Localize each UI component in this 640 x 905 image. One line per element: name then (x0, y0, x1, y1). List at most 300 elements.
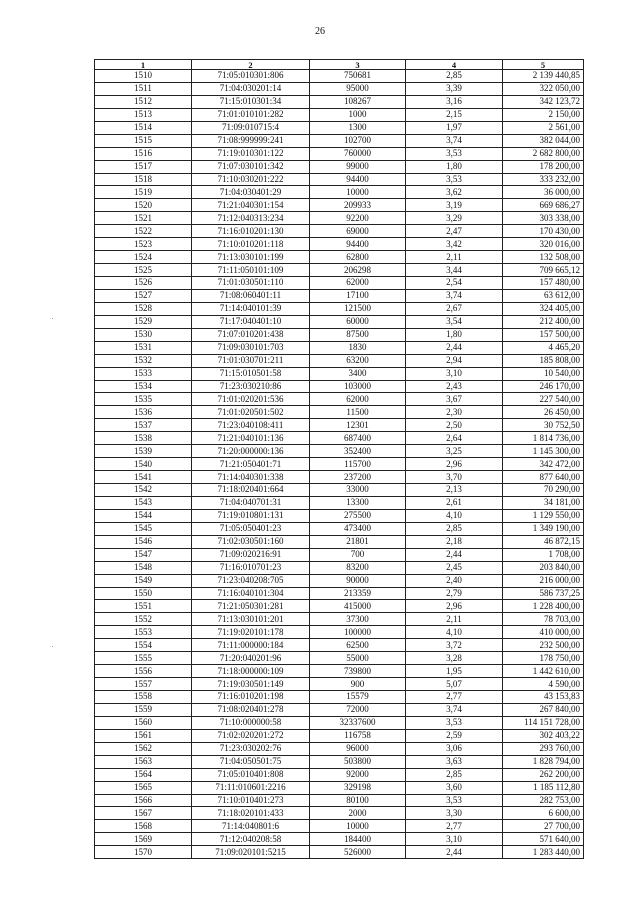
table-cell: 62000 (310, 277, 406, 290)
table-cell: 1531 (95, 341, 192, 354)
table-row (95, 341, 584, 354)
table-row (95, 328, 584, 341)
table-cell: 1562 (95, 742, 192, 755)
table-cell: 3,67 (406, 393, 503, 406)
table-cell: 71:14:040301:338 (192, 471, 310, 484)
table-cell: 71:19:020101:178 (192, 626, 310, 639)
table-row (95, 173, 584, 186)
table-cell: 1555 (95, 652, 192, 665)
table-row (95, 820, 584, 833)
table-cell: 2,96 (406, 458, 503, 471)
table-cell: 2,40 (406, 574, 503, 587)
table-cell: 71:11:000000:184 (192, 639, 310, 652)
table-cell: 2,47 (406, 225, 503, 238)
table-cell: 1300 (310, 121, 406, 134)
table-cell: 1554 (95, 639, 192, 652)
table-cell: 71:04:030401:29 (192, 186, 310, 199)
table-cell: 62800 (310, 251, 406, 264)
table-row (95, 315, 584, 328)
table-row (95, 794, 584, 807)
table-cell: 1538 (95, 432, 192, 445)
table-body (95, 70, 584, 859)
table-row (95, 561, 584, 574)
table-cell: 71:01:010101:282 (192, 108, 310, 121)
table-cell: 71:08:999999:241 (192, 134, 310, 147)
table-cell: 30 752,50 (503, 419, 584, 432)
table-row (95, 639, 584, 652)
table-cell: 1563 (95, 755, 192, 768)
table-cell: 3,74 (406, 703, 503, 716)
table-cell: 170 430,00 (503, 225, 584, 238)
table-cell: 78 703,00 (503, 613, 584, 626)
table-row (95, 703, 584, 716)
table-cell: 2,64 (406, 432, 503, 445)
table-cell: 71:13:030101:201 (192, 613, 310, 626)
table-cell: 71:09:020216:91 (192, 548, 310, 561)
table-cell: 4 465,20 (503, 341, 584, 354)
table-cell: 3,30 (406, 807, 503, 820)
table-cell: 2,59 (406, 729, 503, 742)
table-cell: 1529 (95, 315, 192, 328)
table-cell: 71:01:020501:502 (192, 406, 310, 419)
table-cell: 43 153,83 (503, 691, 584, 704)
scan-speck (52, 646, 53, 647)
table-cell: 410 000,00 (503, 626, 584, 639)
table-cell: 3,39 (406, 82, 503, 95)
table-cell: 760000 (310, 147, 406, 160)
table-row (95, 587, 584, 600)
table-cell: 262 200,00 (503, 768, 584, 781)
table-cell: 71:08:060401:11 (192, 289, 310, 302)
table-cell: 99000 (310, 160, 406, 173)
table-cell: 3,10 (406, 833, 503, 846)
table-cell: 1520 (95, 199, 192, 212)
table-cell: 3,54 (406, 315, 503, 328)
table-cell: 1528 (95, 302, 192, 315)
table-cell: 1 145 300,00 (503, 445, 584, 458)
table-cell: 116758 (310, 729, 406, 742)
table-cell: 71:23:040108:411 (192, 419, 310, 432)
table-cell: 3,70 (406, 471, 503, 484)
table-cell: 2,11 (406, 251, 503, 264)
table-cell: 526000 (310, 846, 406, 859)
column-header: 2 (192, 60, 310, 70)
table-row (95, 484, 584, 497)
table-cell: 1 228 400,00 (503, 600, 584, 613)
table-row (95, 419, 584, 432)
table-cell: 1565 (95, 781, 192, 794)
table-cell: 92200 (310, 212, 406, 225)
table-cell: 2 139 440,85 (503, 70, 584, 83)
table-row (95, 186, 584, 199)
table-cell: 216 000,00 (503, 574, 584, 587)
table-cell: 33000 (310, 484, 406, 497)
table-cell: 1 349 190,00 (503, 522, 584, 535)
table-row (95, 535, 584, 548)
table-cell: 415000 (310, 600, 406, 613)
table-cell: 1559 (95, 703, 192, 716)
table-row (95, 574, 584, 587)
table-row (95, 471, 584, 484)
table-cell: 1532 (95, 354, 192, 367)
table-cell: 1570 (95, 846, 192, 859)
table-cell: 3,19 (406, 199, 503, 212)
table-cell: 669 686,27 (503, 199, 584, 212)
table-cell: 1519 (95, 186, 192, 199)
table-row (95, 496, 584, 509)
table-cell: 71:10:030201:222 (192, 173, 310, 186)
table-cell: 267 840,00 (503, 703, 584, 716)
table-cell: 1564 (95, 768, 192, 781)
table-cell: 103000 (310, 380, 406, 393)
table-cell: 1553 (95, 626, 192, 639)
table-cell: 46 872,15 (503, 535, 584, 548)
table-cell: 94400 (310, 173, 406, 186)
table-cell: 2,13 (406, 484, 503, 497)
table-cell: 71:19:010301:122 (192, 147, 310, 160)
table-cell: 71:11:010601:2216 (192, 781, 310, 794)
column-header: 4 (406, 60, 503, 70)
table-row (95, 807, 584, 820)
table-cell: 3,74 (406, 289, 503, 302)
table-row (95, 665, 584, 678)
table-row (95, 729, 584, 742)
table-cell: 1,80 (406, 160, 503, 173)
table-cell: 71:12:040208:58 (192, 833, 310, 846)
table-cell: 87500 (310, 328, 406, 341)
table-row (95, 121, 584, 134)
table-cell: 71:16:010201:130 (192, 225, 310, 238)
table-cell: 739800 (310, 665, 406, 678)
table-cell: 2,11 (406, 613, 503, 626)
table-cell: 1000 (310, 108, 406, 121)
table-row (95, 678, 584, 691)
table-cell: 115700 (310, 458, 406, 471)
table-row (95, 238, 584, 251)
table-cell: 13300 (310, 496, 406, 509)
table-cell: 72000 (310, 703, 406, 716)
table-cell: 71:04:040701:31 (192, 496, 310, 509)
table-cell: 3,42 (406, 238, 503, 251)
table-cell: 2,67 (406, 302, 503, 315)
table-cell: 100000 (310, 626, 406, 639)
table-cell: 227 540,00 (503, 393, 584, 406)
table-cell: 10 540,00 (503, 367, 584, 380)
table-cell: 71:07:010201:438 (192, 328, 310, 341)
table-cell: 83200 (310, 561, 406, 574)
table-cell: 232 500,00 (503, 639, 584, 652)
table-cell: 209933 (310, 199, 406, 212)
table-cell: 69000 (310, 225, 406, 238)
table-row (95, 70, 584, 83)
table-cell: 2,96 (406, 600, 503, 613)
table-cell: 71:02:020201:272 (192, 729, 310, 742)
table-cell: 55000 (310, 652, 406, 665)
table-cell: 203 840,00 (503, 561, 584, 574)
table-cell: 4,10 (406, 509, 503, 522)
table-cell: 71:21:050401:71 (192, 458, 310, 471)
table-cell: 687400 (310, 432, 406, 445)
table-cell: 2,30 (406, 406, 503, 419)
table-cell: 15579 (310, 691, 406, 704)
table-cell: 63 612,00 (503, 289, 584, 302)
table-row (95, 406, 584, 419)
table-cell: 71:09:030101:703 (192, 341, 310, 354)
table-row (95, 134, 584, 147)
table-cell: 1521 (95, 212, 192, 225)
table-cell: 27 700,00 (503, 820, 584, 833)
table-cell: 71:04:050501:75 (192, 755, 310, 768)
table-cell: 178 200,00 (503, 160, 584, 173)
table-cell: 237200 (310, 471, 406, 484)
table-cell: 1540 (95, 458, 192, 471)
table-row (95, 160, 584, 173)
table-cell: 71:05:010301:806 (192, 70, 310, 83)
table-cell: 1550 (95, 587, 192, 600)
table-cell: 2,94 (406, 354, 503, 367)
table-cell: 102700 (310, 134, 406, 147)
table-cell: 1 185 112,80 (503, 781, 584, 794)
table-cell: 3,72 (406, 639, 503, 652)
table-cell: 71:04:030201:14 (192, 82, 310, 95)
table-cell: 2 150,00 (503, 108, 584, 121)
table-cell: 2 682 800,00 (503, 147, 584, 160)
table-cell: 2,44 (406, 548, 503, 561)
table-cell: 1569 (95, 833, 192, 846)
table-cell: 34 181,00 (503, 496, 584, 509)
table-cell: 71:23:030202:76 (192, 742, 310, 755)
table-cell: 2,61 (406, 496, 503, 509)
table-cell: 342 123,72 (503, 95, 584, 108)
table-cell: 71:09:020101:5215 (192, 846, 310, 859)
table-cell: 1560 (95, 716, 192, 729)
table-cell: 342 472,00 (503, 458, 584, 471)
table-cell: 1544 (95, 509, 192, 522)
table-cell: 1515 (95, 134, 192, 147)
table-cell: 1558 (95, 691, 192, 704)
table-cell: 1 283 440,00 (503, 846, 584, 859)
table-cell: 36 000,00 (503, 186, 584, 199)
table-row (95, 522, 584, 535)
table-cell: 322 050,00 (503, 82, 584, 95)
table-cell: 329198 (310, 781, 406, 794)
table-cell: 3,25 (406, 445, 503, 458)
table-cell: 1 828 794,00 (503, 755, 584, 768)
table-cell: 2,18 (406, 535, 503, 548)
table-cell: 3,53 (406, 147, 503, 160)
table-cell: 185 808,00 (503, 354, 584, 367)
table-cell: 1545 (95, 522, 192, 535)
table-cell: 1510 (95, 70, 192, 83)
table-row (95, 367, 584, 380)
table-row (95, 393, 584, 406)
table-cell: 71:15:010501:58 (192, 367, 310, 380)
table-cell: 1514 (95, 121, 192, 134)
table-cell: 1517 (95, 160, 192, 173)
table-cell: 1527 (95, 289, 192, 302)
table-cell: 3,44 (406, 264, 503, 277)
table-cell: 95000 (310, 82, 406, 95)
table-cell: 877 640,00 (503, 471, 584, 484)
table-cell: 3,53 (406, 794, 503, 807)
table-cell: 282 753,00 (503, 794, 584, 807)
table-cell: 3,10 (406, 367, 503, 380)
table-cell: 157 480,00 (503, 277, 584, 290)
table-cell: 352400 (310, 445, 406, 458)
table-cell: 1523 (95, 238, 192, 251)
table-cell: 1524 (95, 251, 192, 264)
table-cell: 1535 (95, 393, 192, 406)
table-cell: 71:23:040208:705 (192, 574, 310, 587)
table-cell: 382 044,00 (503, 134, 584, 147)
table-cell: 1537 (95, 419, 192, 432)
table-cell: 71:23:030210:86 (192, 380, 310, 393)
table-cell: 37300 (310, 613, 406, 626)
table-cell: 71:08:020401:278 (192, 703, 310, 716)
table-cell: 571 640,00 (503, 833, 584, 846)
table-cell: 71:02:030501:160 (192, 535, 310, 548)
table-cell: 2,85 (406, 70, 503, 83)
scan-speck (52, 318, 53, 319)
table-cell: 94400 (310, 238, 406, 251)
table-cell: 21801 (310, 535, 406, 548)
table-row (95, 600, 584, 613)
table-cell: 2,50 (406, 419, 503, 432)
table-cell: 62000 (310, 393, 406, 406)
table-cell: 1512 (95, 95, 192, 108)
table-cell: 1 129 550,00 (503, 509, 584, 522)
page-number: 26 (315, 26, 325, 37)
table-cell: 10000 (310, 820, 406, 833)
table-row (95, 277, 584, 290)
table-cell: 71:07:030101:342 (192, 160, 310, 173)
table-cell: 3,62 (406, 186, 503, 199)
table-cell: 32337600 (310, 716, 406, 729)
table-cell: 503800 (310, 755, 406, 768)
table-row (95, 354, 584, 367)
table-row (95, 108, 584, 121)
table-cell: 71:19:030501:149 (192, 678, 310, 691)
table-cell: 90000 (310, 574, 406, 587)
table-cell: 178 750,00 (503, 652, 584, 665)
table-cell: 1534 (95, 380, 192, 393)
table-cell: 246 170,00 (503, 380, 584, 393)
table-row (95, 652, 584, 665)
table-cell: 2,85 (406, 522, 503, 535)
table-row (95, 613, 584, 626)
table-cell: 2000 (310, 807, 406, 820)
table-cell: 900 (310, 678, 406, 691)
table-cell: 17100 (310, 289, 406, 302)
table-row (95, 302, 584, 315)
table-cell: 80100 (310, 794, 406, 807)
table-cell: 1543 (95, 496, 192, 509)
table-cell: 2,43 (406, 380, 503, 393)
table-cell: 71:01:020201:536 (192, 393, 310, 406)
table-row (95, 199, 584, 212)
table-cell: 1 442 610,00 (503, 665, 584, 678)
table-cell: 1557 (95, 678, 192, 691)
table-cell: 3,06 (406, 742, 503, 755)
table-cell: 1551 (95, 600, 192, 613)
table-row (95, 82, 584, 95)
table-cell: 71:16:040101:304 (192, 587, 310, 600)
table-cell: 1516 (95, 147, 192, 160)
table-cell: 275500 (310, 509, 406, 522)
table-cell: 1530 (95, 328, 192, 341)
table-row (95, 691, 584, 704)
table-cell: 2,54 (406, 277, 503, 290)
table-cell: 2,85 (406, 768, 503, 781)
table-cell: 206298 (310, 264, 406, 277)
table-cell: 96000 (310, 742, 406, 755)
table-cell: 70 290,00 (503, 484, 584, 497)
table-cell: 71:05:050401:23 (192, 522, 310, 535)
table-cell: 132 508,00 (503, 251, 584, 264)
table-row (95, 147, 584, 160)
table-cell: 71:19:010801:131 (192, 509, 310, 522)
table-cell: 1548 (95, 561, 192, 574)
table-cell: 71:01:030501:110 (192, 277, 310, 290)
table-cell: 1561 (95, 729, 192, 742)
table-cell: 1541 (95, 471, 192, 484)
table-cell: 4 590,00 (503, 678, 584, 691)
table-cell: 71:20:040201:96 (192, 652, 310, 665)
table-row (95, 626, 584, 639)
table-cell: 60000 (310, 315, 406, 328)
table-cell: 1,95 (406, 665, 503, 678)
table-row (95, 225, 584, 238)
table-cell: 1526 (95, 277, 192, 290)
table-cell: 1546 (95, 535, 192, 548)
table-cell: 71:18:000000:109 (192, 665, 310, 678)
table-cell: 71:15:010301:34 (192, 95, 310, 108)
table-cell: 71:18:020401:664 (192, 484, 310, 497)
table-cell: 71:18:020101:433 (192, 807, 310, 820)
table-cell: 2,44 (406, 846, 503, 859)
table-row (95, 380, 584, 393)
table-row (95, 846, 584, 859)
table-cell: 2,45 (406, 561, 503, 574)
table-row (95, 781, 584, 794)
table-cell: 700 (310, 548, 406, 561)
table-cell: 63200 (310, 354, 406, 367)
table-cell: 1 814 736,00 (503, 432, 584, 445)
table-cell: 293 760,00 (503, 742, 584, 755)
table-row (95, 95, 584, 108)
table-cell: 303 338,00 (503, 212, 584, 225)
table-row (95, 264, 584, 277)
table-row (95, 445, 584, 458)
table-cell: 586 737,25 (503, 587, 584, 600)
table-header-row (95, 60, 584, 70)
table-row (95, 716, 584, 729)
table-cell: 3,53 (406, 716, 503, 729)
table-cell: 3,29 (406, 212, 503, 225)
table-cell: 184400 (310, 833, 406, 846)
table-cell: 1830 (310, 341, 406, 354)
table-cell: 6 600,00 (503, 807, 584, 820)
table-cell: 333 232,00 (503, 173, 584, 186)
table-cell: 71:17:040401:10 (192, 315, 310, 328)
table-row (95, 755, 584, 768)
table-cell: 62500 (310, 639, 406, 652)
data-table (94, 59, 584, 859)
table-row (95, 509, 584, 522)
table-cell: 3,60 (406, 781, 503, 794)
table-cell: 3400 (310, 367, 406, 380)
table-cell: 71:21:040301:154 (192, 199, 310, 212)
